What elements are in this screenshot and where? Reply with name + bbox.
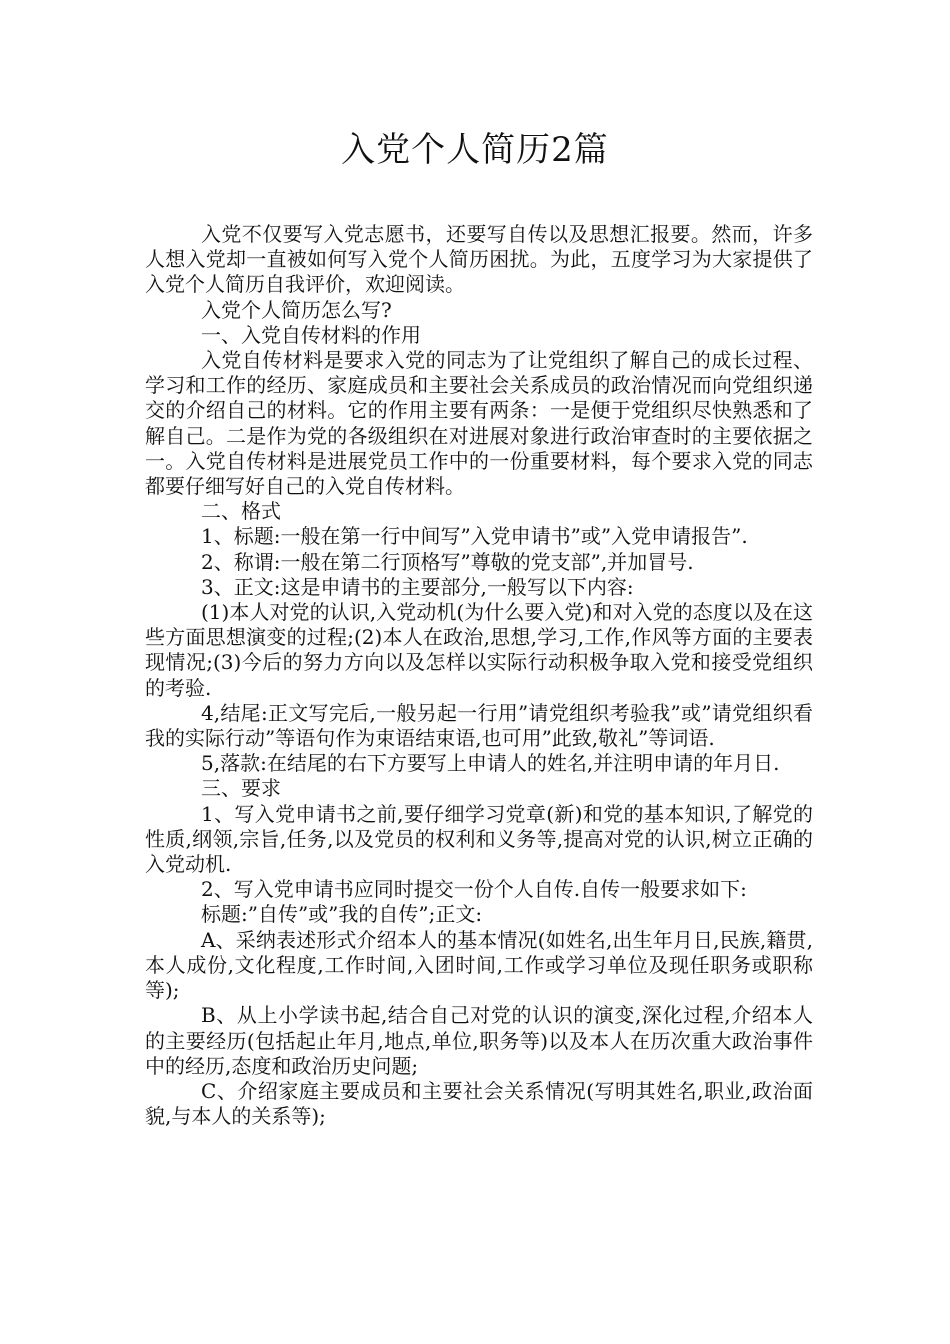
paragraph-format-body: 3、正文:这是申请书的主要部分,一般写以下内容: bbox=[201, 574, 634, 599]
paragraph-how-to-write: 入党个人简历怎么写? bbox=[201, 297, 392, 322]
paragraph-item-a: A、采纳表述形式介绍本人的基本情况(如姓名,出生年月日,民族,籍贯,本人成份,文化程度,工作时间,入团时间,工作或学习单位及现任职务或职称等); bbox=[145, 927, 813, 1003]
paragraph-format-signature: 5,落款:在结尾的右下方要写上申请人的姓名,并注明申请的年月日. bbox=[201, 751, 780, 776]
paragraph-purpose: 入党自传材料是要求入党的同志为了让党组织了解自己的成长过程、学习和工作的经历、家庭成员和主要社会关系成员的政治情况而向党组织递交的介绍自己的材料。它的作用主要有两条：一是便于党组织尽快熟悉和了解自己。二是作为党的各级组织在对进展对象进行政治审查时的主要依据之一。入党自传材料是进展党员工作中的一份重要材料，每个要求入党的同志都要仔细写好自己的入党自传材料。 bbox=[145, 348, 813, 499]
section-heading-purpose: 一、入党自传材料的作用 bbox=[201, 322, 421, 347]
document-title: 入党个人简历2篇 bbox=[341, 130, 609, 170]
paragraph-format-salutation: 2、称谓:一般在第二行顶格写”尊敬的党支部”,并加冒号. bbox=[201, 549, 694, 574]
paragraph-item-c: C、介绍家庭主要成员和主要社会关系情况(写明其姓名,职业,政治面貌,与本人的关系等); bbox=[145, 1078, 813, 1129]
paragraph-requirement-1: 1、写入党申请书之前,要仔细学习党章(新)和党的基本知识,了解党的性质,纲领,宗旨,任务,以及党员的权利和义务等,提高对党的认识,树立正确的入党动机. bbox=[145, 801, 813, 877]
paragraph-intro: 入党不仅要写入党志愿书，还要写自传以及思想汇报要。然而，许多人想入党却一直被如何写入党个人简历困扰。为此，五度学习为大家提供了入党个人简历自我评价，欢迎阅读。 bbox=[145, 222, 813, 297]
paragraph-format-ending: 4,结尾:正文写完后,一般另起一行用”请党组织考验我”或”请党组织看我的实际行动”等语句作为束语结束语,也可用”此致,敬礼”等词语. bbox=[145, 700, 813, 751]
paragraph-format-title: 1、标题:一般在第一行中间写”入党申请书”或”入党申请报告”. bbox=[201, 524, 748, 549]
paragraph-item-b: B、从上小学读书起,结合自己对党的认识的演变,深化过程,介绍本人的主要经历(包括起止年月,地点,单位,职务等)以及本人在历次重大政治事件中的经历,态度和政治历史问题; bbox=[145, 1003, 813, 1078]
section-heading-requirements: 三、要求 bbox=[201, 776, 281, 801]
document-body bbox=[145, 222, 813, 1129]
section-heading-format: 二、格式 bbox=[201, 499, 281, 524]
paragraph-format-body-content: (1)本人对党的认识,入党动机(为什么要入党)和对入党的态度以及在这些方面思想演变的过程;(2)本人在政治,思想,学习,工作,作风等方面的主要表现情况;(3)今后的努力方向以及怎样以实际行动积极争取入党和接受党组织的考验. bbox=[145, 600, 813, 700]
paragraph-autobiography-title: 标题:”自传”或”我的自传”;正文: bbox=[201, 902, 483, 927]
paragraph-requirement-2: 2、写入党申请书应同时提交一份个人自传.自传一般要求如下: bbox=[201, 877, 747, 902]
